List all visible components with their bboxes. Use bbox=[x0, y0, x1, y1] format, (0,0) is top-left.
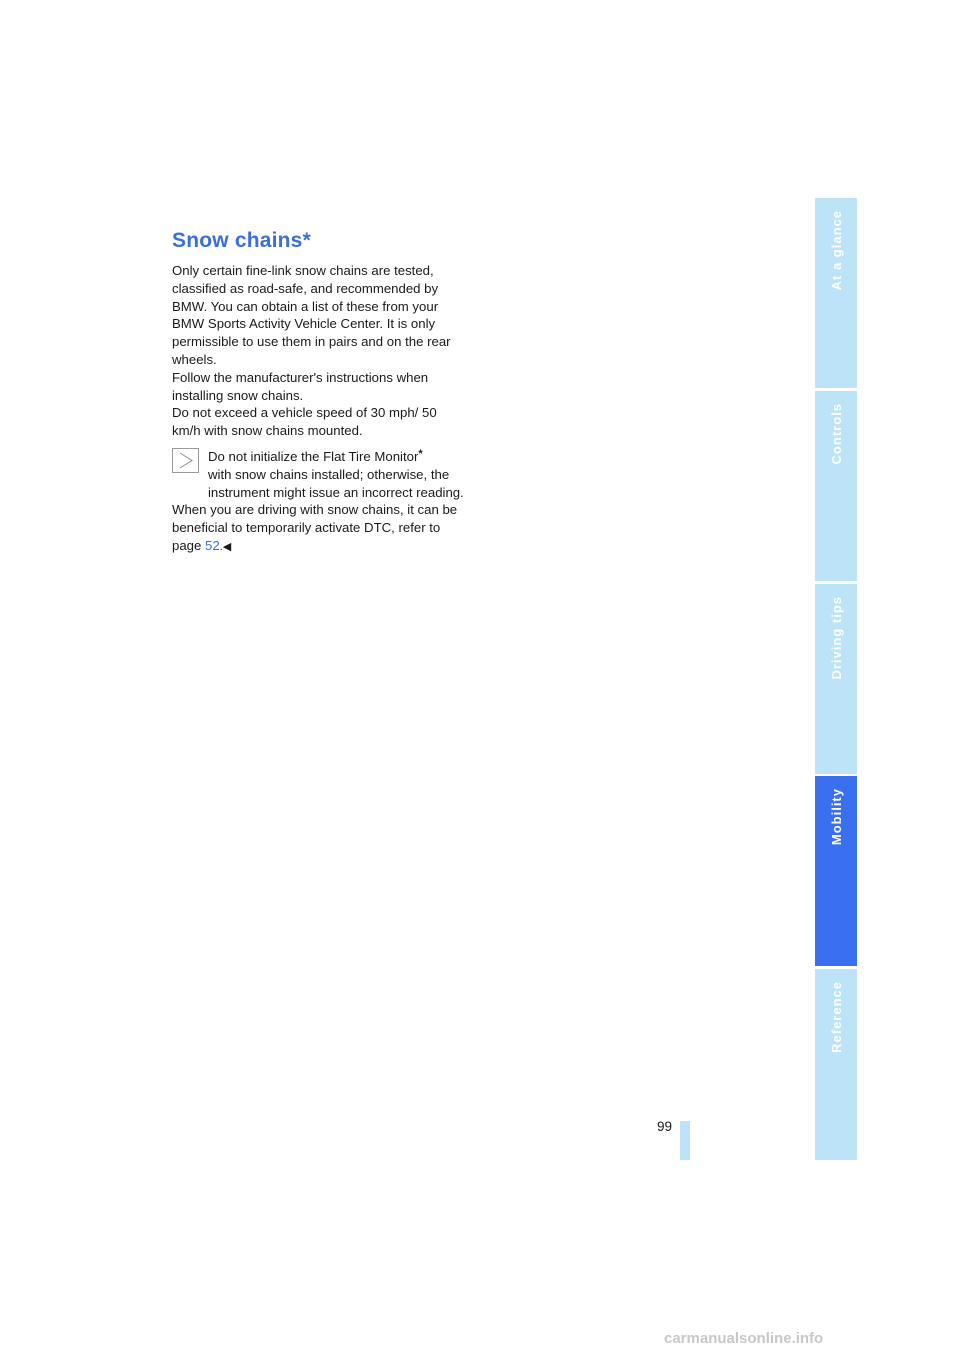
tab-mobility[interactable] bbox=[815, 776, 857, 966]
tab-controls-label: Controls bbox=[828, 403, 844, 465]
heading-optional-star: * bbox=[302, 229, 311, 252]
heading-text: Snow chains bbox=[172, 229, 303, 252]
paragraph-installation: Follow the manufacturer's instructions when installing snow chains. bbox=[172, 369, 429, 403]
note-line-2: with snow chains installed; otherwise, the instrument might issue an incorrect reading. bbox=[208, 466, 464, 500]
section-body bbox=[172, 262, 467, 557]
note-line-3 bbox=[172, 501, 467, 556]
note-end-mark: .◀ bbox=[219, 540, 232, 553]
chapter-tabs bbox=[815, 198, 857, 1160]
tab-reference[interactable] bbox=[815, 969, 857, 1160]
tab-mobility-label: Mobility bbox=[828, 788, 844, 846]
page-number-bar bbox=[680, 1121, 690, 1160]
caution-triangle-icon bbox=[172, 448, 199, 473]
note-line-3-text: When you are driving with snow chains, it can be beneficial to temporarily activate DTC, refer to page bbox=[172, 502, 458, 553]
section-heading bbox=[172, 229, 311, 253]
note-optional-star: * bbox=[418, 447, 423, 460]
paragraph-speed-limit: Do not exceed a vehicle speed of 30 mph/ 50 km/h with snow chains mounted. bbox=[172, 405, 437, 439]
note-line-1-text: Do not initialize the Flat Tire Monitor bbox=[208, 448, 419, 464]
caution-note bbox=[172, 448, 467, 557]
watermark: carmanualsonline.info bbox=[664, 1330, 824, 1347]
note-line-1 bbox=[172, 448, 467, 466]
tab-reference-label: Reference bbox=[828, 981, 844, 1053]
page-52-link[interactable]: 52 bbox=[205, 537, 220, 553]
page-number: 99 bbox=[656, 1119, 672, 1134]
paragraph-approved-chains: Only certain fine-link snow chains are tested, classified as road-safe, and recommended by BMW. You can obtain a list of these from your BMW Sports Activity Vehicle Center. It is only permissible to use them in pairs and on the rear wheels. bbox=[172, 263, 451, 367]
tab-at-a-glance-label: At a glance bbox=[828, 210, 844, 291]
tab-at-a-glance[interactable] bbox=[815, 198, 857, 388]
tab-driving-tips-label: Driving tips bbox=[828, 596, 844, 680]
tab-controls[interactable] bbox=[815, 391, 857, 581]
tab-driving-tips[interactable] bbox=[815, 584, 857, 774]
